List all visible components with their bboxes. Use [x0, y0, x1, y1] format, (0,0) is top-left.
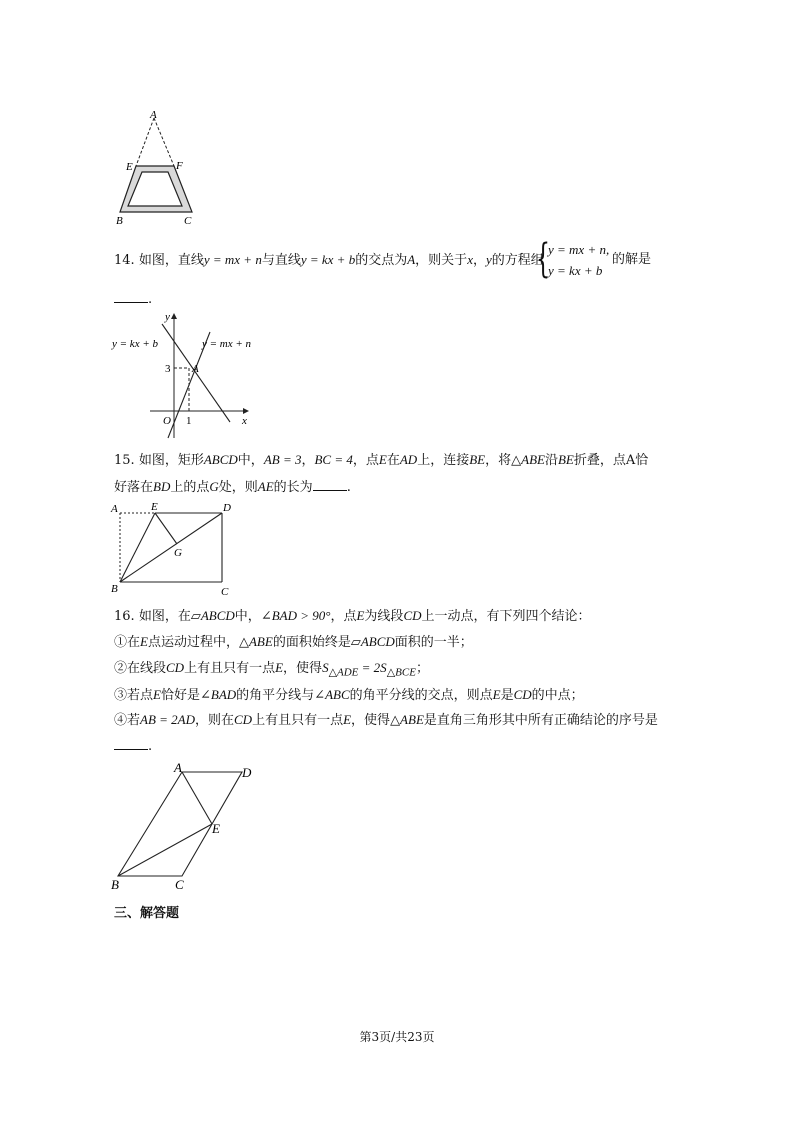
- triangle-abe: △ABE: [238, 634, 273, 649]
- period: .: [148, 739, 153, 754]
- seg-cd: CD: [403, 608, 422, 623]
- label-a: A: [174, 760, 182, 775]
- ab-eq: AB = 3: [263, 452, 302, 467]
- question-number: 16.: [114, 609, 135, 624]
- q16-text: 上一动点，有下列四个结论：: [421, 609, 591, 624]
- answer-blank-14: [114, 290, 152, 309]
- c3-text: ③若点: [114, 688, 154, 703]
- conclusion-4: [114, 711, 658, 730]
- q15-text: 好落在: [114, 480, 154, 495]
- q16-text: 为线段: [364, 609, 404, 624]
- diagonal-bd: [120, 513, 222, 582]
- label-d: D: [223, 502, 231, 514]
- label-e: E: [212, 821, 220, 836]
- figure-16: [108, 758, 268, 894]
- point-e: E: [356, 608, 365, 623]
- blank-line: [313, 478, 347, 491]
- subscript-ade: △ADE: [328, 666, 359, 679]
- blank-line: [114, 290, 148, 303]
- label-c: C: [221, 586, 229, 598]
- c4-text: ④若: [114, 713, 141, 728]
- label-point-a: A: [192, 363, 199, 375]
- equation-mx-n: y = mx + n: [203, 252, 262, 267]
- label-y-mx-n: y = mx + n: [202, 338, 252, 350]
- area-2s: = 2S: [358, 660, 387, 675]
- segment-be: [118, 824, 212, 876]
- question-14-line1: [114, 251, 544, 270]
- label-d: D: [242, 765, 252, 780]
- subscript-bce: △BCE: [386, 666, 416, 679]
- q15-text: 中，: [237, 453, 264, 468]
- point-e: E: [275, 660, 284, 675]
- angle-abc: ∠ABC: [314, 687, 350, 702]
- q14-text: 如图，直线: [138, 253, 204, 268]
- q14-text: 与直线: [261, 253, 301, 268]
- c3-text: 的角平分线的交点，则点: [349, 688, 493, 703]
- label-b: B: [116, 215, 123, 227]
- label-e: E: [126, 161, 133, 173]
- label-a: A: [150, 109, 157, 121]
- q14-text: 的交点为: [355, 253, 408, 268]
- conclusion-1: [114, 633, 473, 652]
- fold-be: [120, 513, 155, 582]
- q15-text: ，将: [485, 453, 512, 468]
- tick-1: 1: [186, 415, 192, 427]
- label-c: C: [184, 215, 192, 227]
- dashed-line-af: [154, 118, 174, 166]
- c3-text: 的角平分线与: [236, 688, 315, 703]
- c1-text: 面积的一半；: [394, 635, 473, 650]
- c3-text: 恰好是: [160, 688, 200, 703]
- point-e: E: [153, 687, 161, 702]
- seg-cd: CD: [166, 660, 185, 675]
- q14-text: ，: [472, 253, 486, 268]
- seg-be: BE: [469, 452, 486, 467]
- question-15-line1: [114, 451, 648, 470]
- point-e: E: [343, 712, 352, 727]
- period: .: [346, 480, 351, 495]
- label-b: B: [111, 877, 119, 892]
- q15-text: 在: [386, 453, 400, 468]
- c4-text: ，使得: [351, 713, 391, 728]
- system-eq1: y = mx + n,: [548, 242, 610, 257]
- triangle-abe: △ABE: [390, 712, 424, 727]
- label-b: B: [111, 583, 118, 595]
- q14-tail: 的解是: [612, 252, 652, 267]
- question-number: 15.: [114, 453, 135, 468]
- q15-text: ，点: [352, 453, 379, 468]
- equation-kx-b: y = kx + b: [300, 252, 356, 267]
- q16-text: 中，: [234, 609, 261, 624]
- label-a: A: [111, 503, 118, 515]
- page-footer: 第3页/共23页: [359, 1030, 435, 1044]
- area-s: S: [322, 660, 329, 675]
- bc-eq: BC = 4: [314, 452, 353, 467]
- triangle-abe: △ABE: [511, 452, 545, 467]
- var-x: x: [467, 252, 473, 267]
- label-g: G: [174, 547, 182, 559]
- answer-blank-16: [114, 737, 152, 756]
- angle-bad: ∠BAD > 90°: [260, 608, 331, 623]
- rect-abcd: ABCD: [203, 452, 238, 467]
- seg-be: BE: [557, 452, 574, 467]
- q15-text: 折叠，点A恰: [573, 453, 649, 468]
- q15-text: 上，连接: [417, 453, 470, 468]
- point-e: E: [140, 634, 148, 649]
- blank-line: [114, 737, 148, 750]
- q15-text: 处，则: [218, 480, 258, 495]
- dashed-line-ae: [136, 118, 154, 166]
- figure-15: [108, 498, 240, 598]
- c3-text: 是: [500, 688, 514, 703]
- seg-bd: BD: [153, 479, 171, 494]
- point-g: G: [209, 479, 219, 494]
- segment-ae: [182, 772, 212, 824]
- label-y-axis: y: [165, 311, 170, 323]
- label-f: F: [176, 160, 183, 172]
- parallelogram-abcd: [118, 772, 242, 876]
- system-brace: {: [536, 236, 550, 282]
- q14-text: 的方程组: [491, 253, 544, 268]
- q15-text: 的长为: [273, 480, 313, 495]
- point-e: E: [378, 452, 387, 467]
- q15-text: ，: [301, 453, 315, 468]
- question-15-line2: [114, 478, 351, 497]
- section-heading-3: 三、解答题: [114, 906, 180, 921]
- point-a: A: [407, 252, 416, 267]
- c2-text: ②在线段: [114, 661, 167, 676]
- period: .: [148, 292, 153, 307]
- seg-cd: CD: [513, 687, 532, 702]
- seg-ad: AD: [399, 452, 418, 467]
- label-e: E: [151, 501, 158, 513]
- label-c: C: [175, 877, 184, 892]
- parallelogram-abcd: ▱ABCD: [190, 608, 235, 623]
- label-y-kx-b: y = kx + b: [112, 338, 158, 350]
- question-number: 14.: [114, 253, 135, 268]
- var-y: y: [485, 252, 492, 267]
- q15-text: 如图，矩形: [138, 453, 204, 468]
- c1-text: 点运动过程中，: [147, 635, 239, 650]
- c4-text: ，则在: [195, 713, 235, 728]
- c2-text: 上有且只有一点: [184, 661, 276, 676]
- tick-3: 3: [165, 363, 171, 375]
- ab-eq: AB = 2AD: [140, 712, 195, 727]
- c2-text: ，使得: [283, 661, 323, 676]
- q16-text: 如图，在: [138, 609, 191, 624]
- c4-text: 是直角三角形其中所有正确结论的序号是: [423, 713, 658, 728]
- angle-bad: ∠BAD: [199, 687, 237, 702]
- conclusion-2: [114, 659, 429, 682]
- c4-text: 上有且只有一点: [252, 713, 344, 728]
- q14-text: ，则关于: [415, 253, 468, 268]
- seg-ae: AE: [257, 479, 274, 494]
- conclusion-3: [114, 686, 584, 705]
- figure-13: [110, 108, 200, 228]
- question-16-line1: [114, 607, 591, 626]
- label-x-axis: x: [242, 415, 247, 427]
- figure-14-graph: [110, 310, 270, 442]
- q15-text: 沿: [544, 453, 558, 468]
- c2-text: ；: [415, 661, 429, 676]
- system-eq2: y = kx + b: [548, 263, 603, 278]
- point-e: E: [492, 687, 501, 702]
- segment-eg: [155, 513, 177, 544]
- c1-text: ①在: [114, 635, 141, 650]
- q16-text: ，点: [330, 609, 357, 624]
- parallelogram-abcd: ▱ABCD: [350, 634, 395, 649]
- seg-cd: CD: [234, 712, 253, 727]
- c1-text: 的面积始终是: [272, 635, 351, 650]
- q15-text: 上的点: [170, 480, 210, 495]
- label-origin: O: [163, 415, 171, 427]
- c3-text: 的中点；: [531, 688, 584, 703]
